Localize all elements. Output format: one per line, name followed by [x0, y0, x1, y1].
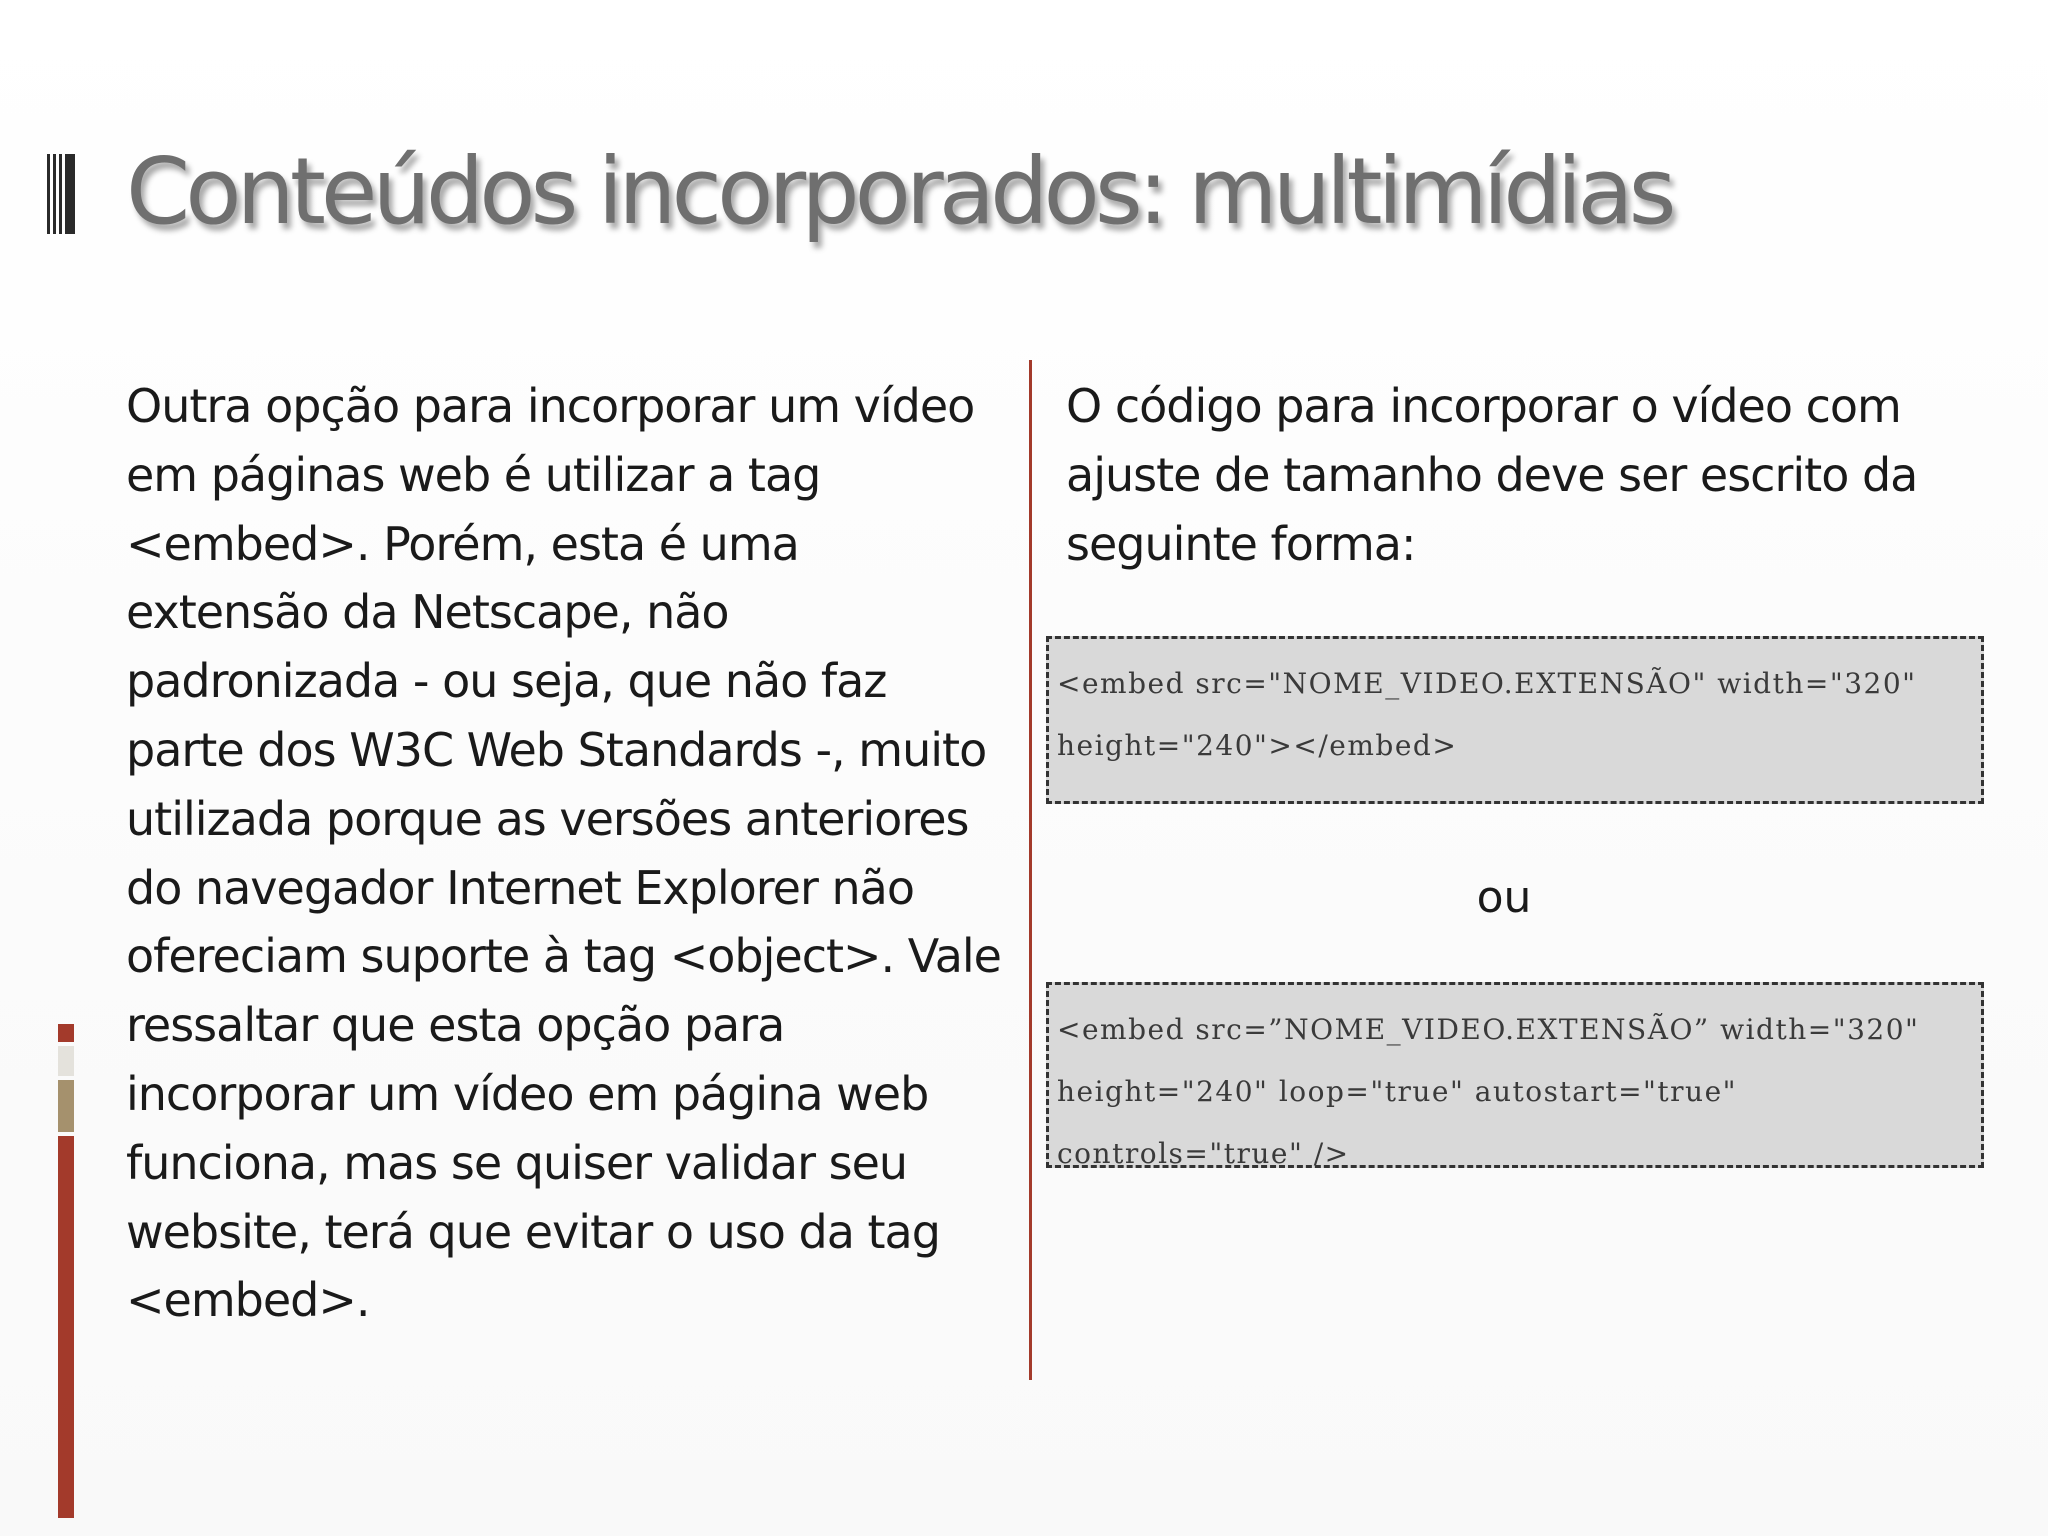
side-accent-bar-light	[58, 1046, 74, 1076]
code-block-extended: <embed src=”NOME_VIDEO.EXTENSÃO” width="320" height="240" loop="true" autostart="true" controls="true" />	[1046, 982, 1984, 1168]
page-title: Conteúdos incorporados: multimídias	[126, 138, 1672, 245]
column-divider	[1029, 360, 1032, 1380]
vertical-bars-icon	[47, 154, 80, 234]
left-column-text: Outra opção para incorporar um vídeo em páginas web é utilizar a tag <embed>. Porém, esta é uma extensão da Netscape, não padronizada - ou seja, que não faz parte dos W3C Web Standards -, muito utilizada porque as versões anteriores do navegador Internet Explorer não ofereciam suporte à tag <object>. Vale ressaltar que esta opção para incorporar um vídeo em página web funciona, mas se quiser validar seu website, terá que evitar o uso da tag <embed>.	[126, 379, 1001, 1328]
code-block-basic: <embed src="NOME_VIDEO.EXTENSÃO" width="320" height="240"></embed>	[1046, 636, 1984, 804]
side-accent-bar-tan	[58, 1080, 74, 1132]
side-accent-bar-top	[58, 1024, 74, 1042]
right-column-intro: O código para incorporar o vídeo com ajuste de tamanho deve ser escrito da seguinte forma:	[1066, 379, 1918, 571]
separator-text: ou	[1476, 872, 1532, 923]
side-accent-bar-bottom	[58, 1136, 74, 1518]
